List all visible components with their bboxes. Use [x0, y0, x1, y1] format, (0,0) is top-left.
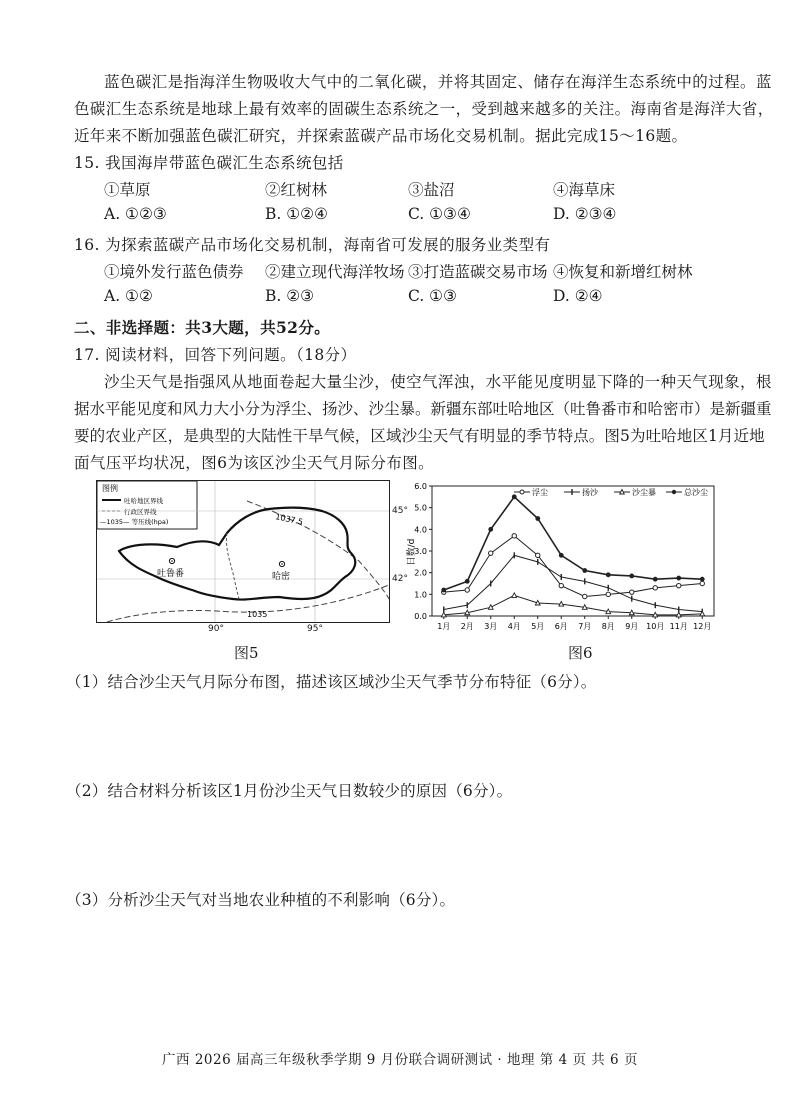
point-zongshachen: [700, 577, 705, 582]
chart-plot-frame: [432, 486, 714, 616]
q17-sub-3: （3）分析沙尘天气对当地农业种植的不利影响（6分）。: [66, 891, 456, 909]
point-shachenbao: [582, 605, 587, 610]
figure-5-caption: 图5: [234, 644, 259, 662]
point-fuchen: [512, 534, 516, 538]
q15-item-2: ②红树林: [265, 181, 328, 199]
q15-item-3: ③盐沼: [408, 181, 455, 199]
q17-material-line-2: 据水平能见度和风力大小分为浮尘、扬沙、沙尘暴。新疆东部吐哈地区（吐鲁番市和哈密市）是新疆重: [74, 400, 772, 418]
x-tick-label: 6月: [554, 622, 568, 631]
chart-svg: [404, 480, 719, 640]
admin-boundary: [226, 533, 239, 599]
point-zongshachen: [676, 576, 681, 581]
legend-label-1: 扬沙: [582, 488, 598, 497]
chart-lines: [441, 494, 704, 616]
point-shachenbao: [512, 593, 517, 598]
point-fuchen: [536, 553, 540, 557]
x-tick-label: 12月: [693, 622, 712, 631]
point-zongshachen: [629, 574, 634, 579]
legend-item-3: —1035— 等压线(hpa): [100, 518, 169, 526]
q17-stem: 17. 阅读材料，回答下列问题。（18分）: [74, 346, 357, 364]
legend-label-2: 沙尘暴: [632, 488, 656, 497]
point-fuchen: [653, 586, 657, 590]
legend-item-2: 行政区界线: [124, 508, 157, 516]
q17-material-line-3: 要的农业产区，是典型的大陆性干旱气候，区域沙尘天气有明显的季节特点。图5为吐哈地区1月近地: [74, 427, 765, 445]
x-tick-label: 5月: [531, 622, 545, 631]
point-zongshachen: [606, 572, 611, 577]
map-legend-title: 图例: [102, 484, 118, 493]
q15-option-b: B. ①②④: [265, 205, 328, 223]
y-tick-label: 0.0: [414, 612, 427, 621]
intro-line-1: 蓝色碳汇是指海洋生物吸收大气中的二氧化碳，并将其固定、储存在海洋生态系统中的过程。蓝: [104, 73, 772, 91]
point-fuchen: [465, 588, 469, 592]
figure-6-caption: 图6: [568, 644, 593, 662]
x-tick-label: 1月: [437, 622, 451, 631]
legend-marker: [620, 490, 625, 495]
y-tick-label: 4.0: [414, 525, 427, 535]
series-line-2: [444, 595, 703, 615]
q16-stem: 16. 为探索蓝碳产品市场化交易机制，海南省可发展的服务业类型有: [74, 236, 551, 254]
legend-marker: [520, 490, 524, 494]
x-tick-label: 7月: [578, 622, 592, 631]
point-zongshachen: [559, 553, 564, 558]
x-tick-label: 2月: [460, 622, 474, 631]
q15-item-1: ①草原: [104, 181, 151, 199]
q17-material-line-1: 沙尘天气是指强风从地面卷起大量尘沙，使空气浑浊，水平能见度明显下降的一种天气现象，根: [104, 373, 772, 391]
point-fuchen: [559, 583, 563, 587]
map-svg: [97, 481, 389, 622]
x-tick-label: 4月: [507, 622, 521, 631]
point-shachenbao: [441, 612, 446, 617]
chart-y-label: 日数/d: [407, 538, 417, 566]
x-tick-label: 10月: [646, 622, 665, 631]
q17-sub-2: （2）结合材料分析该区1月份沙尘天气日数较少的原因（6分）。: [66, 782, 513, 800]
point-fuchen: [606, 592, 610, 596]
legend-item-1: 吐哈地区界线: [124, 497, 163, 505]
q15-item-4: ④海草床: [553, 181, 616, 199]
isobar-label-1035: 1035: [247, 610, 268, 619]
point-shachenbao: [606, 609, 611, 614]
x-tick-label: 8月: [601, 622, 615, 631]
point-shachenbao: [488, 605, 493, 610]
point-zongshachen: [535, 516, 540, 521]
series-line-3: [444, 497, 703, 590]
q16-option-d: D. ②④: [553, 287, 603, 305]
point-fuchen: [583, 594, 587, 598]
q17-material-line-4: 面气压平均状况，图6为该区沙尘天气月际分布图。: [74, 454, 435, 472]
page-footer: 广西 2026 届高三年级秋季学期 9 月份联合调研测试 · 地理 第 4 页 共 6 页: [162, 1052, 638, 1068]
point-zongshachen: [465, 579, 470, 584]
lat-label-45: 45°: [392, 506, 408, 516]
section-2-heading: 二、非选择题：共3大题，共52分。: [74, 318, 331, 337]
isobar-1037-5: [247, 501, 389, 599]
q16-option-b: B. ②③: [265, 287, 315, 305]
q16-item-4: ④恢复和新增红树林: [553, 263, 693, 281]
point-zongshachen: [488, 527, 493, 532]
point-shachenbao: [535, 600, 540, 605]
y-tick-label: 5.0: [414, 503, 427, 513]
point-fuchen: [677, 583, 681, 587]
x-tick-label: 3月: [484, 622, 498, 631]
legend-label-0: 浮尘: [532, 488, 548, 497]
point-zongshachen: [441, 588, 446, 593]
point-shachenbao: [676, 612, 681, 617]
figure-5-map: [96, 480, 390, 623]
lon-label-90: 90°: [208, 624, 224, 634]
point-fuchen: [700, 581, 704, 585]
q15-stem: 15. 我国海岸带蓝色碳汇生态系统包括: [74, 154, 344, 172]
q16-item-2: ②建立现代海洋牧场: [265, 263, 405, 281]
q15-option-a: A. ①②③: [104, 205, 167, 223]
q17-sub-1: （1）结合沙尘天气月际分布图，描述该区域沙尘天气季节分布特征（6分）。: [66, 673, 597, 691]
point-shachenbao: [465, 610, 470, 615]
intro-line-2: 色碳汇生态系统是地球上最有效率的固碳生态系统之一，受到越来越多的关注。海南省是海洋大省，: [74, 100, 774, 118]
point-shachenbao: [559, 601, 564, 606]
q16-item-1: ①境外发行蓝色债券: [104, 263, 244, 281]
x-tick-label: 11月: [669, 622, 688, 631]
legend-marker: [672, 490, 676, 494]
city-label-turpan: 吐鲁番: [157, 569, 185, 579]
lon-label-95: 95°: [307, 624, 323, 634]
intro-line-3: 近年来不断加强蓝色碳汇研究，并探索蓝碳产品市场化交易机制。据此完成15～16题。: [74, 127, 688, 145]
q16-item-3: ③打造蓝碳交易市场: [408, 263, 548, 281]
y-tick-label: 2.0: [414, 568, 427, 578]
y-tick-label: 6.0: [414, 482, 427, 491]
x-tick-label: 9月: [625, 622, 639, 631]
city-label-hami: 哈密: [272, 572, 291, 582]
y-tick-label: 1.0: [414, 590, 427, 600]
chart-legend: [514, 487, 708, 497]
point-zongshachen: [653, 577, 658, 582]
point-shachenbao: [629, 610, 634, 615]
q16-option-c: C. ①③: [408, 287, 457, 305]
q16-option-a: A. ①②: [104, 287, 153, 305]
figure-6-chart: [404, 480, 719, 640]
q15-option-d: D. ②③④: [553, 205, 617, 223]
lat-label-42: 42°: [392, 574, 408, 584]
legend-label-3: 总沙尘: [684, 488, 708, 497]
point-fuchen: [489, 551, 493, 555]
q15-option-c: C. ①③④: [408, 205, 471, 223]
point-shachenbao: [653, 612, 658, 617]
point-zongshachen: [582, 568, 587, 573]
point-fuchen: [630, 590, 634, 594]
point-zongshachen: [512, 494, 517, 499]
isobar-label-1037-5: 1037.5: [274, 512, 304, 527]
series-line-0: [444, 536, 703, 597]
y-tick-label: 3.0: [414, 547, 427, 556]
